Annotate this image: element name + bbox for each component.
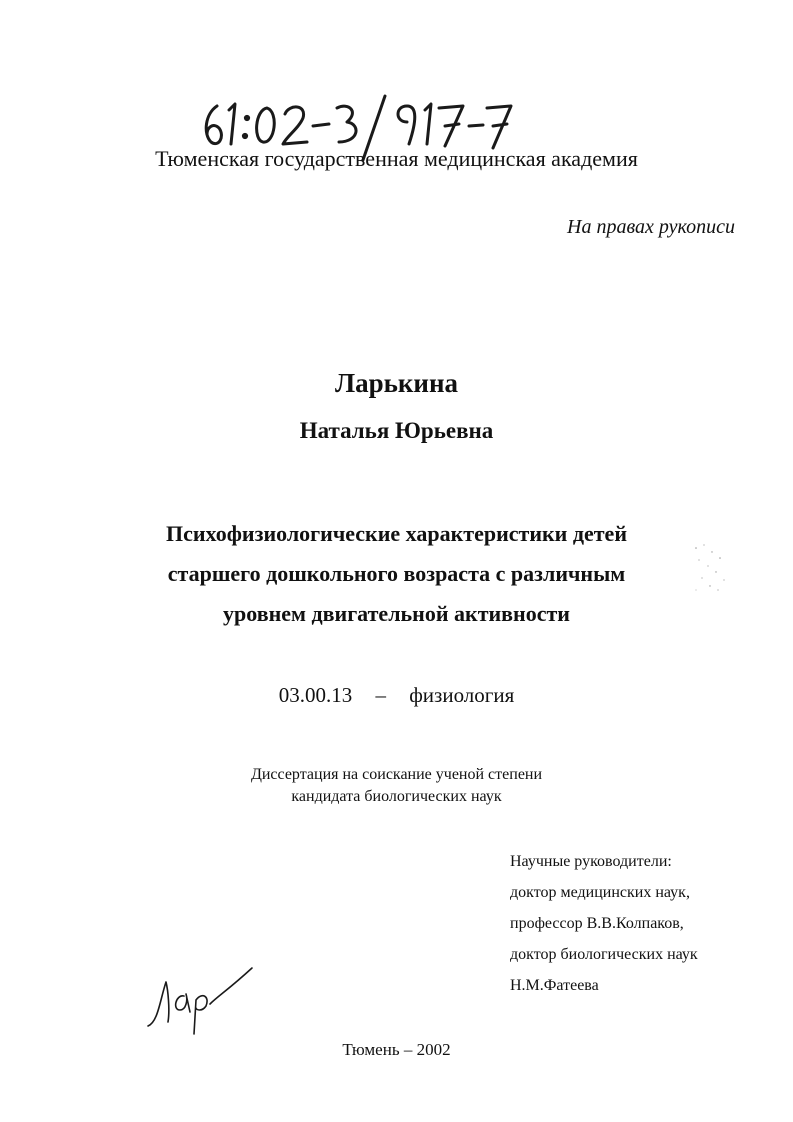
supervisor-line: Н.М.Фатеева bbox=[510, 977, 599, 994]
supervisor-line: доктор медицинских наук, bbox=[510, 884, 690, 901]
author-signature bbox=[140, 960, 260, 1035]
scan-noise-speckle bbox=[690, 540, 730, 595]
specialty-name: физиология bbox=[409, 683, 515, 707]
manuscript-rights-note: На правах рукописи bbox=[567, 216, 735, 238]
supervisor-line: доктор биологических наук bbox=[510, 946, 698, 963]
city-year: Тюмень – 2002 bbox=[342, 1040, 451, 1059]
specialty-code: 03.00.13 bbox=[278, 683, 353, 707]
degree-line: Диссертация на соискание ученой степени bbox=[250, 766, 543, 783]
thesis-title-line: уровнем двигательной активности bbox=[223, 601, 570, 626]
supervisors-heading: Научные руководители: bbox=[510, 853, 672, 870]
supervisor-line: профессор В.В.Колпаков, bbox=[510, 915, 684, 932]
thesis-title bbox=[0, 514, 793, 634]
degree-statement bbox=[0, 764, 793, 808]
author-surname: Ларькина bbox=[334, 368, 459, 398]
institution-name: Тюменская государственная медицинская академия bbox=[155, 146, 638, 171]
thesis-title-line: старшего дошкольного возраста с различным bbox=[167, 561, 626, 586]
specialty-line bbox=[0, 683, 793, 708]
author-given-name: Наталья Юрьевна bbox=[299, 418, 494, 443]
degree-line: кандидата биологических наук bbox=[291, 788, 502, 805]
supervisors-block bbox=[510, 846, 698, 1001]
specialty-dash: – bbox=[375, 683, 386, 707]
thesis-title-line: Психофизиологические характеристики детей bbox=[165, 521, 627, 546]
